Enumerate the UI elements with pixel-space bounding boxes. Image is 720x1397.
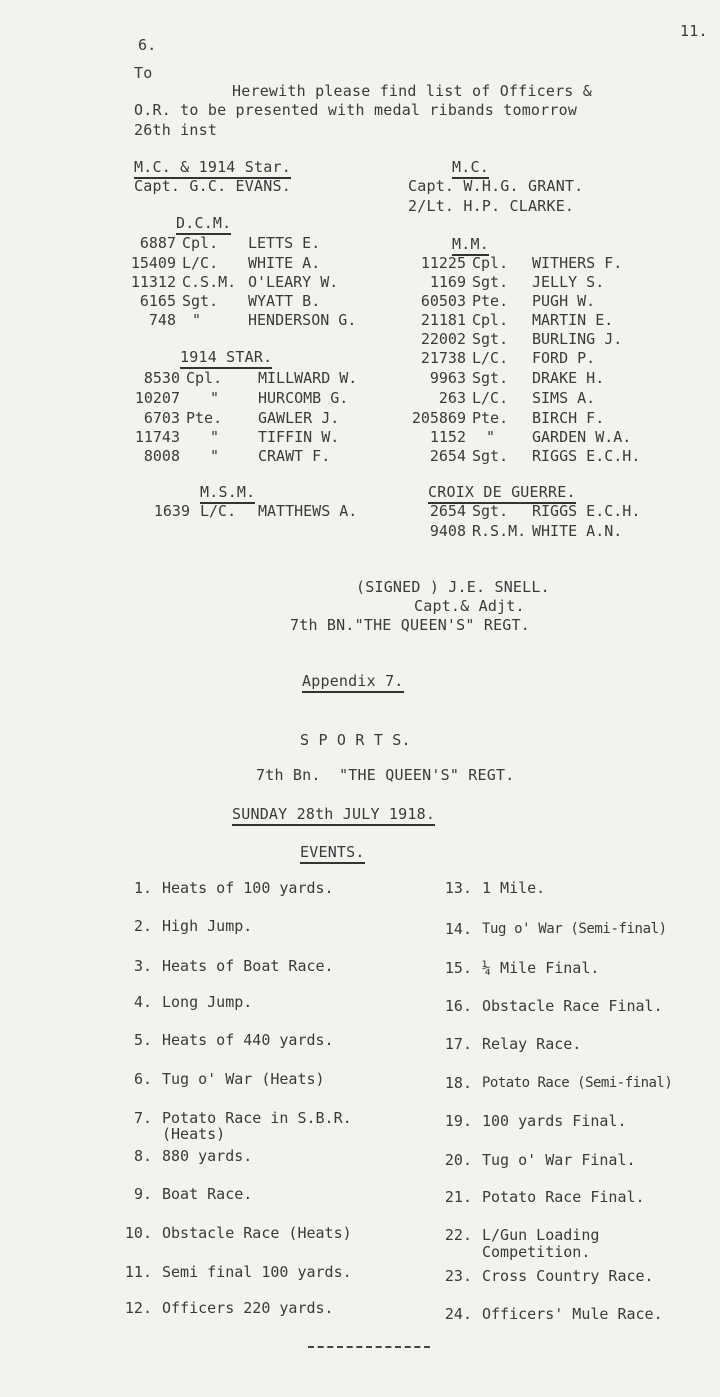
award-row: [0, 254, 720, 272]
service-number: 21181: [420, 311, 466, 329]
service-number: 10207: [134, 389, 180, 407]
service-number: 2654: [429, 447, 466, 465]
award-row: [0, 273, 720, 291]
event-number: 5.: [133, 1031, 152, 1049]
service-number: 11312: [130, 273, 176, 291]
soldier-name: RIGGS E.C.H.: [532, 502, 641, 520]
signature-line: (SIGNED ) J.E. SNELL.: [356, 578, 550, 596]
rank: L/C.: [182, 254, 219, 272]
event-title: Potato Race in S.B.R. (Heats): [162, 1109, 352, 1143]
section-heading-1914-star: 1914 STAR.: [180, 348, 272, 369]
award-row: [0, 311, 720, 329]
service-number: 1152: [429, 428, 466, 446]
service-number: 21738: [420, 349, 466, 367]
service-number: 6165: [139, 292, 176, 310]
soldier-name: HENDERSON G.: [248, 311, 357, 329]
service-number: 11743: [134, 428, 180, 446]
event-date: SUNDAY 28th JULY 1918.: [232, 805, 435, 826]
soldier-name: JELLY S.: [532, 273, 605, 291]
rank: Sgt.: [472, 447, 509, 465]
service-number: 22002: [420, 330, 466, 348]
event-number: 6.: [133, 1070, 152, 1088]
service-number: 11225: [420, 254, 466, 272]
soldier-name: LETTS E.: [248, 234, 321, 252]
event-title: Tug o' War (Heats): [162, 1070, 325, 1088]
event-number: 7.: [133, 1109, 152, 1127]
rank: C.S.M.: [182, 273, 237, 291]
service-number: 9408: [429, 522, 466, 540]
service-number: 9963: [429, 369, 466, 387]
soldier-name: GARDEN W.A.: [532, 428, 632, 446]
award-row: [0, 330, 720, 348]
event-number: 21.: [444, 1188, 472, 1206]
event-number: 18.: [444, 1074, 472, 1092]
event-title: 880 yards.: [162, 1147, 253, 1165]
to-label: To: [134, 64, 153, 82]
rank: L/C.: [472, 389, 509, 407]
award-entry: 2/Lt. H.P. CLARKE.: [408, 197, 575, 215]
page-number-left: 6.: [138, 36, 157, 54]
soldier-name: O'LEARY W.: [248, 273, 339, 291]
rank: Sgt.: [472, 502, 509, 520]
signature-unit: 7th BN."THE QUEEN'S" REGT.: [290, 616, 530, 634]
soldier-name: MILLWARD W.: [258, 369, 358, 387]
rank: Sgt.: [472, 330, 509, 348]
section-heading-dcm: D.C.M.: [176, 214, 231, 235]
award-row: [0, 292, 720, 310]
event-number: 19.: [444, 1112, 472, 1130]
rank: Cpl.: [182, 234, 219, 252]
service-number: 60503: [420, 292, 466, 310]
intro-line: 26th inst: [134, 121, 218, 139]
service-number: 6887: [139, 234, 176, 252]
section-heading-mc: M.C.: [452, 158, 489, 179]
service-number: 1639: [153, 502, 190, 520]
event-number: 8.: [133, 1147, 152, 1165]
service-number: 205869: [411, 409, 466, 427]
event-title: Obstacle Race Final.: [482, 997, 663, 1015]
event-title: Potato Race Final.: [482, 1188, 645, 1206]
service-number: 748: [148, 311, 176, 329]
soldier-name: DRAKE H.: [532, 369, 605, 387]
event-title: Cross Country Race.: [482, 1267, 654, 1285]
ditto-mark: ": [210, 428, 220, 446]
event-number: 14.: [444, 920, 472, 938]
event-title: Long Jump.: [162, 993, 253, 1011]
event-title: Boat Race.: [162, 1185, 253, 1203]
award-row: [0, 389, 720, 407]
rank: Cpl.: [186, 369, 223, 387]
service-number: 6703: [143, 409, 180, 427]
section-heading-croix-de-guerre: CROIX DE GUERRE.: [428, 483, 576, 504]
event-title: Obstacle Race (Heats): [162, 1224, 352, 1242]
event-number: 16.: [444, 997, 472, 1015]
soldier-name: PUGH W.: [532, 292, 596, 310]
event-title: 1 Mile.: [482, 879, 546, 897]
rank: Sgt.: [472, 369, 509, 387]
soldier-name: WHITE A.N.: [532, 522, 623, 540]
award-row: [0, 369, 720, 387]
event-number: 17.: [444, 1035, 472, 1053]
rank: Pte.: [472, 292, 509, 310]
event-number: 22.: [444, 1226, 472, 1244]
soldier-name: GAWLER J.: [258, 409, 340, 427]
rank: L/C.: [200, 502, 237, 520]
event-title: Tug o' War (Semi-final): [482, 921, 667, 937]
award-row: [0, 502, 720, 520]
events-heading: EVENTS.: [300, 843, 365, 864]
service-number: 263: [438, 389, 466, 407]
event-title: Potato Race (Semi-final): [482, 1075, 673, 1091]
ditto-mark: ": [210, 447, 220, 465]
soldier-name: MATTHEWS A.: [258, 502, 358, 520]
event-title: Heats of Boat Race.: [162, 957, 334, 975]
event-number: 2.: [133, 917, 152, 935]
event-title: 100 yards Final.: [482, 1112, 627, 1130]
soldier-name: MARTIN E.: [532, 311, 614, 329]
award-row: [0, 349, 720, 367]
ditto-mark: ": [486, 428, 496, 446]
soldier-name: BURLING J.: [532, 330, 623, 348]
rank: Cpl.: [472, 311, 509, 329]
soldier-name: BIRCH F.: [532, 409, 605, 427]
award-row: [0, 409, 720, 427]
service-number: 8008: [143, 447, 180, 465]
award-row: [0, 522, 720, 540]
event-number: 4.: [133, 993, 152, 1011]
event-number: 24.: [444, 1305, 472, 1323]
soldier-name: WITHERS F.: [532, 254, 623, 272]
section-heading-mc-1914: M.C. & 1914 Star.: [134, 158, 291, 179]
soldier-name: TIFFIN W.: [258, 428, 340, 446]
event-number: 9.: [133, 1185, 152, 1203]
closing-dashed-rule: [308, 1346, 430, 1348]
soldier-name: SIMS A.: [532, 389, 596, 407]
award-row: [0, 234, 400, 252]
rank: L/C.: [472, 349, 509, 367]
event-title: ¼ Mile Final.: [482, 959, 600, 977]
service-number: 8530: [143, 369, 180, 387]
award-entry: Capt. W.H.G. GRANT.: [408, 177, 584, 195]
event-title: Heats of 440 yards.: [162, 1031, 334, 1049]
soldier-name: WYATT B.: [248, 292, 321, 310]
service-number: 2654: [429, 502, 466, 520]
event-title: Tug o' War Final.: [482, 1151, 636, 1169]
rank: Sgt.: [472, 273, 509, 291]
ditto-mark: ": [192, 311, 202, 329]
event-number: 1.: [133, 879, 152, 897]
page-number-right: 11.: [680, 22, 708, 40]
event-number: 23.: [444, 1267, 472, 1285]
section-heading-mm: M.M.: [452, 235, 489, 256]
event-title: Officers' Mule Race.: [482, 1305, 663, 1323]
rank: Pte.: [472, 409, 509, 427]
soldier-name: RIGGS E.C.H.: [532, 447, 641, 465]
rank: R.S.M.: [472, 522, 527, 540]
ditto-mark: ": [210, 389, 220, 407]
event-title: High Jump.: [162, 917, 253, 935]
event-number: 15.: [444, 959, 472, 977]
rank: Pte.: [186, 409, 223, 427]
sports-title: S P O R T S.: [300, 731, 411, 749]
service-number: 1169: [429, 273, 466, 291]
event-number: 12.: [124, 1299, 152, 1317]
award-entry: Capt. G.C. EVANS.: [134, 177, 291, 195]
soldier-name: WHITE A.: [248, 254, 321, 272]
event-title: Officers 220 yards.: [162, 1299, 334, 1317]
service-number: 15409: [130, 254, 176, 272]
event-number: 10.: [124, 1224, 152, 1242]
signature-title: Capt.& Adjt.: [414, 597, 525, 615]
section-heading-msm: M.S.M.: [200, 483, 255, 504]
soldier-name: CRAWT F.: [258, 447, 331, 465]
event-title: L/Gun Loading Competition.: [482, 1226, 600, 1261]
intro-line: O.R. to be presented with medal ribands tomorrow: [134, 101, 578, 119]
award-row: [0, 428, 720, 446]
rank: Cpl.: [472, 254, 509, 272]
event-number: 11.: [124, 1263, 152, 1281]
event-title: Heats of 100 yards.: [162, 879, 334, 897]
event-title: Relay Race.: [482, 1035, 582, 1053]
soldier-name: HURCOMB G.: [258, 389, 349, 407]
event-number: 20.: [444, 1151, 472, 1169]
soldier-name: FORD P.: [532, 349, 596, 367]
event-title: Semi final 100 yards.: [162, 1263, 352, 1281]
appendix-heading: Appendix 7.: [302, 672, 404, 693]
intro-line: Herewith please find list of Officers &: [232, 82, 592, 100]
battalion-name: 7th Bn. "THE QUEEN'S" REGT.: [256, 766, 515, 784]
event-number: 13.: [444, 879, 472, 897]
event-number: 3.: [133, 957, 152, 975]
award-row: [0, 447, 720, 465]
rank: Sgt.: [182, 292, 219, 310]
